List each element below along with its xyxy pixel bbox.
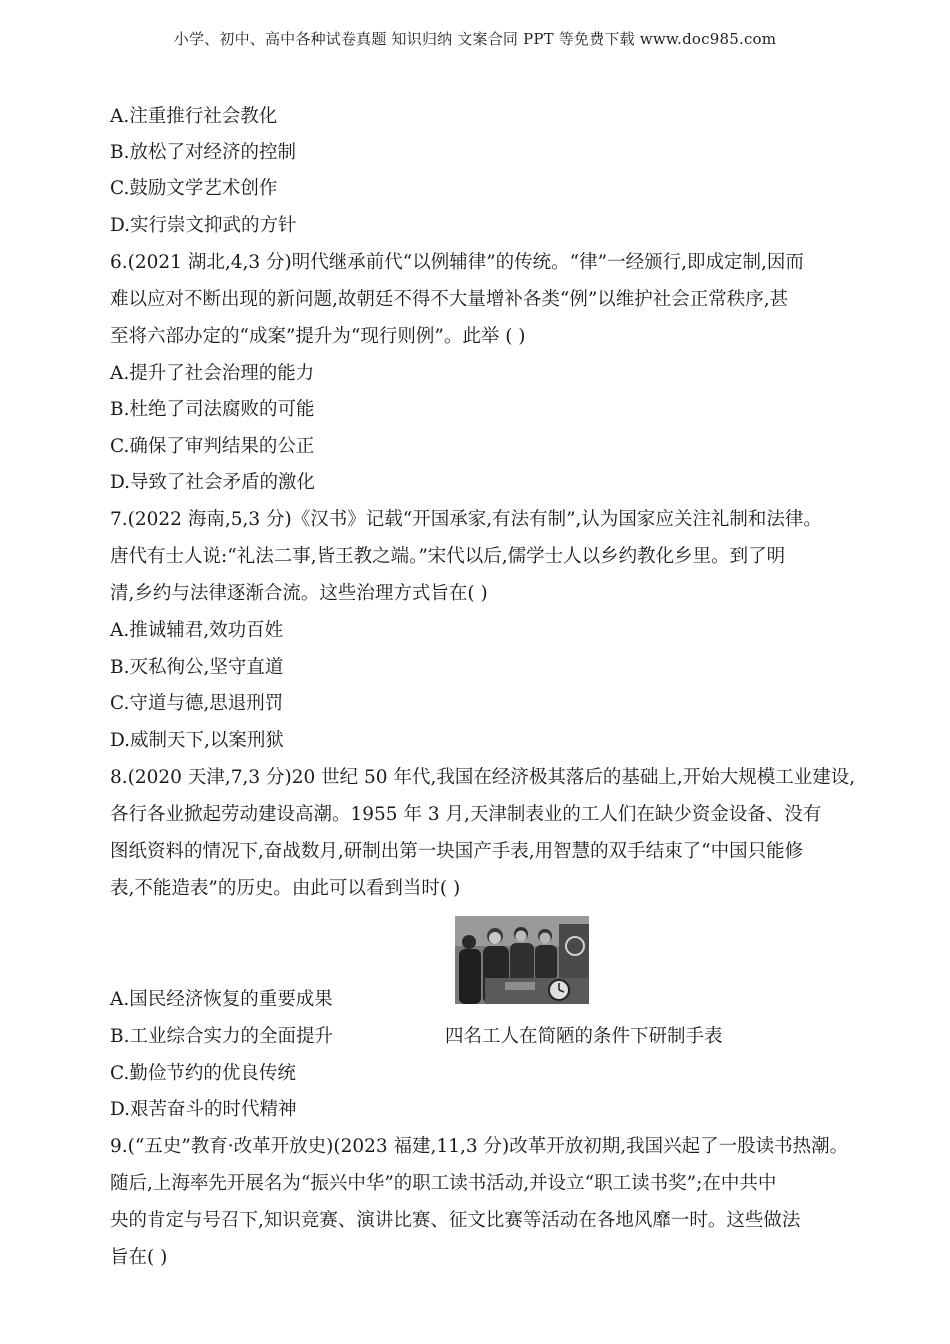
- q7-option-d: D.威制天下,以案刑狱: [110, 730, 284, 751]
- q6-option-d: D.导致了社会矛盾的激化: [110, 472, 316, 493]
- q8-stem-line-2: 各行各业掀起劳动建设高潮。1955 年 3 月,天津制表业的工人们在缺少资金设备、没有: [110, 804, 822, 825]
- q5-option-c: C.鼓励文学艺术创作: [110, 178, 278, 199]
- q8-option-d: D.艰苦奋斗的时代精神: [110, 1099, 297, 1120]
- q9-stem-line-1: 9.(“五史”教育·改革开放史)(2023 福建,11,3 分)改革开放初期,我国兴起了一股读书热潮。: [110, 1136, 849, 1157]
- workers-photo-caption: 四名工人在简陋的条件下研制手表: [445, 1026, 723, 1047]
- q9-stem-line-2: 随后,上海率先开展名为“振兴中华”的职工读书活动,并设立“职工读书奖”;在中共中: [110, 1173, 777, 1194]
- q6-stem-line-3: 至将六部办定的“成案”提升为“现行则例”。此举 ( ): [110, 326, 526, 347]
- q6-option-c: C.确保了审判结果的公正: [110, 436, 315, 457]
- q7-stem-line-2: 唐代有士人说:“礼法二事,皆王教之端。”宋代以后,儒学士人以乡约教化乡里。到了明: [110, 546, 786, 567]
- q9-stem-line-4: 旨在( ): [110, 1247, 168, 1268]
- q8-stem-line-1: 8.(2020 天津,7,3 分)20 世纪 50 年代,我国在经济极其落后的基础上,开始大规模工业建设,: [110, 767, 856, 788]
- q8-stem-line-3: 图纸资料的情况下,奋战数月,研制出第一块国产手表,用智慧的双手结束了“中国只能修: [110, 841, 804, 862]
- q8-option-b: B.工业综合实力的全面提升: [110, 1026, 333, 1047]
- q7-option-a: A.推诚辅君,效功百姓: [110, 620, 284, 641]
- q8-option-c: C.勤俭节约的优良传统: [110, 1063, 296, 1084]
- q8-stem-line-4: 表,不能造表”的历史。由此可以看到当时( ): [110, 878, 461, 899]
- q5-option-a: A.注重推行社会教化: [110, 106, 278, 127]
- q7-stem-line-1: 7.(2022 海南,5,3 分)《汉书》记载“开国承家,有法有制”,认为国家应关注礼制和法律。: [110, 509, 822, 530]
- q7-stem-line-3: 清,乡约与法律逐渐合流。这些治理方式旨在( ): [110, 583, 488, 604]
- q7-option-c: C.守道与德,思退刑罚: [110, 693, 284, 714]
- q7-option-b: B.灭私徇公,坚守直道: [110, 657, 284, 678]
- workers-photo: [455, 916, 589, 1004]
- q6-stem-line-2: 难以应对不断出现的新问题,故朝廷不得不大量增补各类“例”以维护社会正常秩序,甚: [110, 289, 789, 310]
- q6-stem-line-1: 6.(2021 湖北,4,3 分)明代继承前代“以例辅律”的传统。“律”一经颁行,即成定制,因而: [110, 252, 804, 273]
- q8-option-a: A.国民经济恢复的重要成果: [110, 989, 333, 1010]
- q5-option-b: B.放松了对经济的控制: [110, 142, 296, 163]
- q6-option-b: B.杜绝了司法腐败的可能: [110, 399, 315, 420]
- q6-option-a: A.提升了社会治理的能力: [110, 363, 315, 384]
- q9-stem-line-3: 央的肯定与号召下,知识竞赛、演讲比赛、征文比赛等活动在各地风靡一时。这些做法: [110, 1210, 801, 1231]
- q5-option-d: D.实行崇文抑武的方针: [110, 215, 297, 236]
- workers-photo-graphic: [455, 916, 589, 1004]
- page-header: 小学、初中、高中各种试卷真题 知识归纳 文案合同 PPT 等免费下载 www.doc985.com: [173, 30, 777, 48]
